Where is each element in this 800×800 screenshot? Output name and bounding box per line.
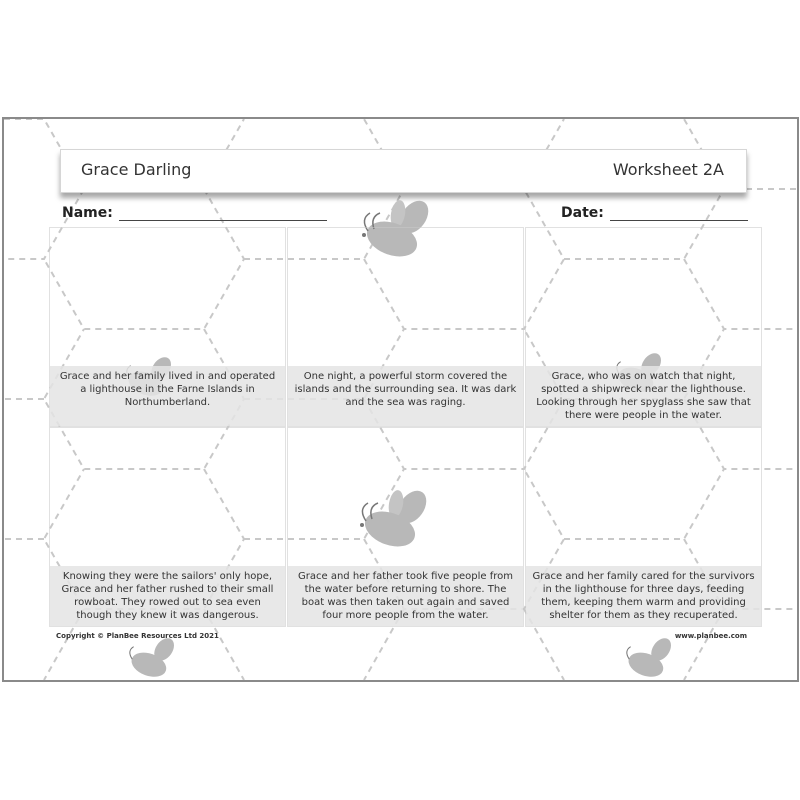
storyboard-grid	[49, 227, 762, 627]
story-panel[interactable]	[525, 227, 762, 427]
panel-caption: Grace and her father took five people from the water before returning to shore. The boat was then taken out again and saved four more people from the water.	[288, 566, 523, 626]
worksheet-number: Worksheet 2A	[612, 160, 724, 179]
story-panel[interactable]	[49, 427, 286, 627]
panel-caption: Grace, who was on watch that night, spotted a shipwreck near the lighthouse. Looking through her spyglass she saw that there were people in the water.	[526, 366, 761, 426]
website-link[interactable]: www.planbee.com	[674, 632, 747, 640]
copyright-text: Copyright © PlanBee Resources Ltd 2021	[56, 632, 219, 640]
story-panel[interactable]	[525, 427, 762, 627]
name-field[interactable]	[62, 205, 327, 221]
panel-caption: Grace and her family cared for the survivors in the lighthouse for three days, feeding them, keeping them warm and providing shelter for them as they recuperated.	[526, 566, 761, 626]
worksheet-title: Grace Darling	[81, 160, 192, 179]
panel-caption: One night, a powerful storm covered the islands and the surrounding sea. It was dark and the sea was raging.	[288, 366, 523, 426]
date-write-line[interactable]	[610, 206, 748, 221]
worksheet-page	[2, 117, 799, 682]
date-label: Date:	[561, 205, 604, 221]
panel-caption: Knowing they were the sailors' only hope, Grace and her father rushed to their small rowboat. They rowed out to sea even though they knew it was dangerous.	[50, 566, 285, 626]
story-panel[interactable]	[49, 227, 286, 427]
story-panel[interactable]	[287, 227, 524, 427]
date-field[interactable]	[561, 205, 748, 221]
bee-icon	[122, 637, 182, 682]
story-panel[interactable]	[287, 427, 524, 627]
panel-caption: Grace and her family lived in and operated a lighthouse in the Farne Islands in Northumberland.	[50, 366, 285, 426]
name-write-line[interactable]	[119, 206, 327, 221]
name-label: Name:	[62, 205, 113, 221]
title-banner	[60, 149, 747, 193]
bee-icon	[619, 637, 679, 682]
